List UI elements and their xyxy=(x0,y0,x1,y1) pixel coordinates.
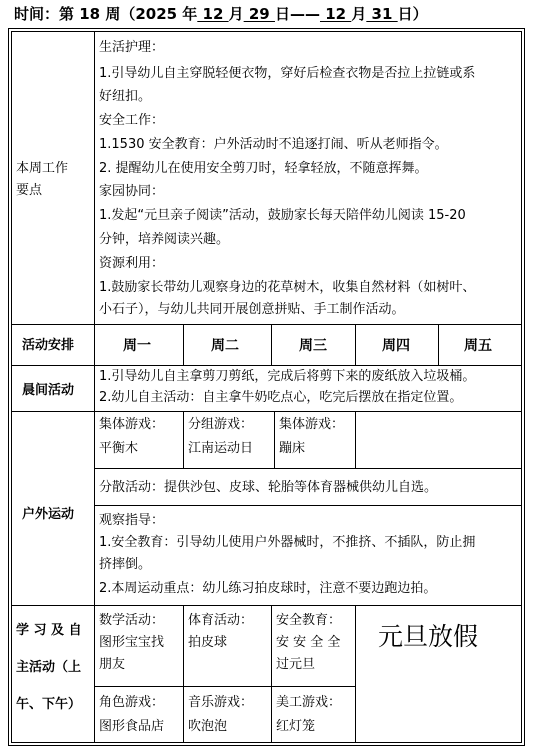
learning-divider-3 xyxy=(355,605,356,743)
life-care-item-a: 1.引导幼儿自主穿脱轻便衣物，穿好后检查衣物是否拉上拉链或系 xyxy=(99,66,476,81)
life-care-title: 生活护理： xyxy=(99,40,165,55)
morning-line-2: 2.幼儿自主活动：自主拿牛奶吃点心，吃完后摆放在指定位置。 xyxy=(99,390,463,405)
start-month: 12 xyxy=(197,5,229,23)
math-activity-title: 数学活动： xyxy=(99,613,165,628)
learning-label-line1: 学 习 及 自 xyxy=(16,623,82,638)
morning-line-1: 1.引导幼儿自主拿剪刀剪纸，完成后将剪下来的废纸放入垃圾桶。 xyxy=(99,369,476,384)
day-divider-3 xyxy=(355,324,356,365)
rule-after-outdoor xyxy=(11,605,522,606)
safety-item-1: 1.1530 安全教育：户外活动时不追逐打闹、听从老师指令。 xyxy=(99,137,448,152)
game-divider-1 xyxy=(183,411,184,468)
safety-edu-line1: 安 安 全 全 xyxy=(276,635,341,650)
role-play-line1: 图形食品店 xyxy=(99,719,165,734)
label-column-divider xyxy=(94,31,95,743)
day-divider-2 xyxy=(271,324,272,365)
safety-item-2: 2. 提醒幼儿在使用安全剪刀时，轻拿轻放，不随意挥舞。 xyxy=(99,161,428,176)
day-thursday: 周四 xyxy=(382,338,410,354)
outdoor-label: 户外运动 xyxy=(22,507,75,522)
week-header xyxy=(14,2,428,26)
header-suffix: 日） xyxy=(397,5,428,23)
resource-title: 资源利用： xyxy=(99,256,165,271)
range-separator: 日—— xyxy=(274,5,320,23)
end-day: 31 xyxy=(366,5,398,23)
start-day: 29 xyxy=(243,5,275,23)
resource-item-b: 小石子），与幼儿共同开展创意拼贴、手工制作活动。 xyxy=(99,302,405,317)
game-3-title: 集体游戏： xyxy=(279,417,345,432)
new-year-holiday-note: 元旦放假 xyxy=(378,622,479,651)
game-2-title: 分组游戏： xyxy=(188,417,254,432)
learning-divider-2 xyxy=(271,605,272,743)
game-divider-2 xyxy=(274,411,275,468)
resource-item-a: 1.鼓励家长带幼儿观察身边的花草树木，收集自然材料（如树叶、 xyxy=(99,280,476,295)
home-title: 家园协同： xyxy=(99,184,165,199)
pe-activity-line1: 拍皮球 xyxy=(188,635,228,650)
safety-edu-line2: 过元旦 xyxy=(276,657,316,672)
art-game-line1: 红灯笼 xyxy=(276,719,316,734)
end-month: 12 xyxy=(319,5,352,23)
day-divider-1 xyxy=(183,324,184,365)
learning-divider-1 xyxy=(183,605,184,743)
rule-after-keypoints xyxy=(11,324,522,325)
observation-item-1a: 1.安全教育：引导幼儿使用户外器械时，不推挤、不插队，防止拥 xyxy=(99,535,476,550)
rule-after-scattered xyxy=(94,505,522,506)
game-2-name: 江南运动日 xyxy=(188,441,254,456)
home-item-b: 分钟，培养阅读兴趣。 xyxy=(99,232,230,247)
pe-activity-title: 体育活动： xyxy=(188,613,254,628)
day-wednesday: 周三 xyxy=(299,338,327,354)
game-1-title: 集体游戏： xyxy=(99,417,165,432)
learning-label-line2: 主活动（上 xyxy=(16,660,82,675)
rule-learning-mid xyxy=(94,686,355,687)
home-item-a: 1.发起“元旦亲子阅读”活动，鼓励家长每天陪伴幼儿阅读 15-20 xyxy=(99,208,466,223)
day-tuesday: 周二 xyxy=(211,338,239,354)
math-activity-line2: 朋友 xyxy=(99,657,126,672)
month-word-1: 月 xyxy=(228,5,244,23)
day-divider-4 xyxy=(438,324,439,365)
observation-item-1b: 挤摔倒。 xyxy=(99,557,152,572)
safety-title: 安全工作： xyxy=(99,113,165,128)
keypoints-label-line1: 本周工作 xyxy=(16,161,69,176)
role-play-title: 角色游戏： xyxy=(99,695,165,710)
header-prefix: 时间：第 18 周（2025 年 xyxy=(14,5,198,23)
learning-label-line3: 午、下午） xyxy=(16,697,82,712)
game-divider-3 xyxy=(355,411,356,468)
rule-after-morning xyxy=(11,411,522,412)
music-game-line1: 吹泡泡 xyxy=(188,719,228,734)
safety-edu-title: 安全教育： xyxy=(276,613,342,628)
math-activity-line1: 图形宝宝找 xyxy=(99,635,165,650)
scattered-activity: 分散活动：提供沙包、皮球、轮胎等体育器械供幼儿自选。 xyxy=(99,480,438,495)
observation-title: 观察指导： xyxy=(99,513,165,528)
music-game-title: 音乐游戏： xyxy=(188,695,254,710)
game-3-name: 蹦床 xyxy=(279,441,306,456)
month-word-2: 月 xyxy=(351,5,367,23)
game-1-name: 平衡木 xyxy=(99,441,139,456)
day-friday: 周五 xyxy=(464,338,492,354)
observation-item-2: 2.本周运动重点：幼儿练习拍皮球时，注意不要边跑边拍。 xyxy=(99,581,437,596)
keypoints-label-line2: 要点 xyxy=(16,183,43,198)
morning-label: 晨间活动 xyxy=(22,383,75,398)
schedule-label: 活动安排 xyxy=(22,338,75,353)
life-care-item-b: 好纽扣。 xyxy=(99,89,152,104)
day-monday: 周一 xyxy=(123,338,151,354)
rule-after-games xyxy=(94,468,522,469)
art-game-title: 美工游戏： xyxy=(276,695,342,710)
